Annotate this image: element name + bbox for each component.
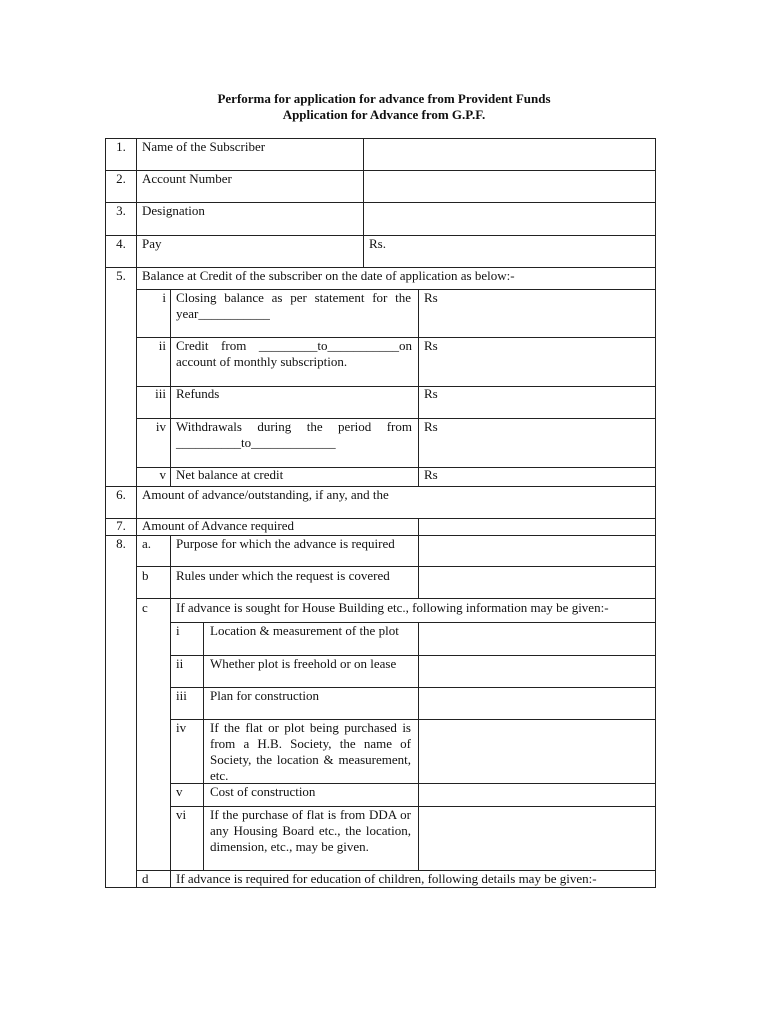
- sub-item-numeral: v: [159, 467, 166, 482]
- dda-purchase-label: If the purchase of flat is from DDA or any Housing Board etc., the location, dimension, etc., may be given.: [210, 807, 411, 854]
- advance-required-label: Amount of Advance required: [142, 518, 294, 533]
- plot-location-field[interactable]: [419, 623, 654, 654]
- sub-item-letter: c: [142, 600, 148, 615]
- withdrawals-field[interactable]: Rs: [424, 419, 438, 434]
- plot-tenure-label: Whether plot is freehold or on lease: [210, 656, 397, 671]
- designation-label: Designation: [142, 203, 205, 218]
- construction-plan-field[interactable]: [419, 688, 654, 718]
- plot-tenure-field[interactable]: [419, 656, 654, 686]
- row-number: 2.: [116, 171, 126, 186]
- row-number: 8.: [116, 536, 126, 551]
- education-label: If advance is required for education of children, following details may be given:-: [176, 871, 597, 886]
- row-number: 5.: [116, 268, 126, 283]
- balance-at-credit-label: Balance at Credit of the subscriber on the date of application as below:-: [142, 268, 515, 283]
- sub-item-numeral: vi: [176, 807, 187, 822]
- sub-item-numeral: i: [176, 623, 180, 638]
- sub-item-letter: a.: [142, 536, 152, 551]
- pay-label: Pay: [142, 236, 162, 251]
- construction-cost-label: Cost of construction: [210, 784, 316, 799]
- purpose-label: Purpose for which the advance is required: [176, 536, 395, 551]
- dda-purchase-field[interactable]: [419, 807, 654, 869]
- credit-from-field[interactable]: Rs: [424, 338, 438, 353]
- sub-item-letter: b: [142, 568, 149, 583]
- refunds-field[interactable]: Rs: [424, 386, 438, 401]
- row-number: 6.: [116, 487, 126, 502]
- rules-label: Rules under which the request is covered: [176, 568, 390, 583]
- sub-item-numeral: iv: [176, 720, 187, 735]
- sub-item-numeral: iii: [155, 386, 166, 401]
- closing-balance-label: Closing balance as per statement for the year___________: [176, 290, 411, 321]
- sub-item-numeral: iv: [155, 419, 166, 434]
- closing-balance-field[interactable]: Rs: [424, 290, 438, 305]
- form-subtitle: Application for Advance from G.P.F.: [282, 107, 486, 122]
- subscriber-name-field[interactable]: [364, 139, 654, 169]
- sub-item-numeral: ii: [158, 338, 166, 353]
- withdrawals-label: Withdrawals during the period from __________to_____________: [176, 419, 412, 450]
- construction-cost-field[interactable]: [419, 784, 654, 805]
- advance-required-field[interactable]: [419, 519, 654, 534]
- sub-item-numeral: ii: [176, 656, 184, 671]
- construction-plan-label: Plan for construction: [210, 688, 320, 703]
- society-details-field[interactable]: [419, 720, 654, 782]
- net-balance-label: Net balance at credit: [176, 467, 284, 482]
- account-number-field[interactable]: [364, 171, 654, 201]
- form-title: Performa for application for advance from Provident Funds: [217, 91, 551, 106]
- society-details-label: If the flat or plot being purchased is from a H.B. Society, the name of Society, the location & measurement, etc.: [210, 720, 411, 783]
- sub-item-letter: d: [142, 871, 149, 886]
- sub-item-numeral: v: [176, 784, 183, 799]
- sub-item-numeral: iii: [176, 688, 187, 703]
- pay-field[interactable]: Rs.: [369, 236, 386, 251]
- subscriber-name-label: Name of the Subscriber: [142, 139, 266, 154]
- row-number: 3.: [116, 203, 126, 218]
- advance-outstanding-label: Amount of advance/outstanding, if any, and the: [142, 487, 389, 502]
- row-number: 7.: [116, 518, 126, 533]
- designation-field[interactable]: [364, 203, 654, 233]
- rules-field[interactable]: [419, 567, 654, 597]
- sub-item-numeral: i: [162, 290, 166, 305]
- net-balance-field[interactable]: Rs: [424, 467, 438, 482]
- row-number: 1.: [116, 139, 126, 154]
- purpose-field[interactable]: [419, 536, 654, 565]
- house-building-label: If advance is sought for House Building etc., following information may be given:-: [176, 600, 609, 615]
- row-number: 4.: [116, 236, 126, 251]
- credit-from-label: Credit from _________to___________on account of monthly subscription.: [176, 338, 412, 369]
- refunds-label: Refunds: [176, 386, 220, 401]
- plot-location-label: Location & measurement of the plot: [210, 623, 399, 638]
- account-number-label: Account Number: [142, 171, 232, 186]
